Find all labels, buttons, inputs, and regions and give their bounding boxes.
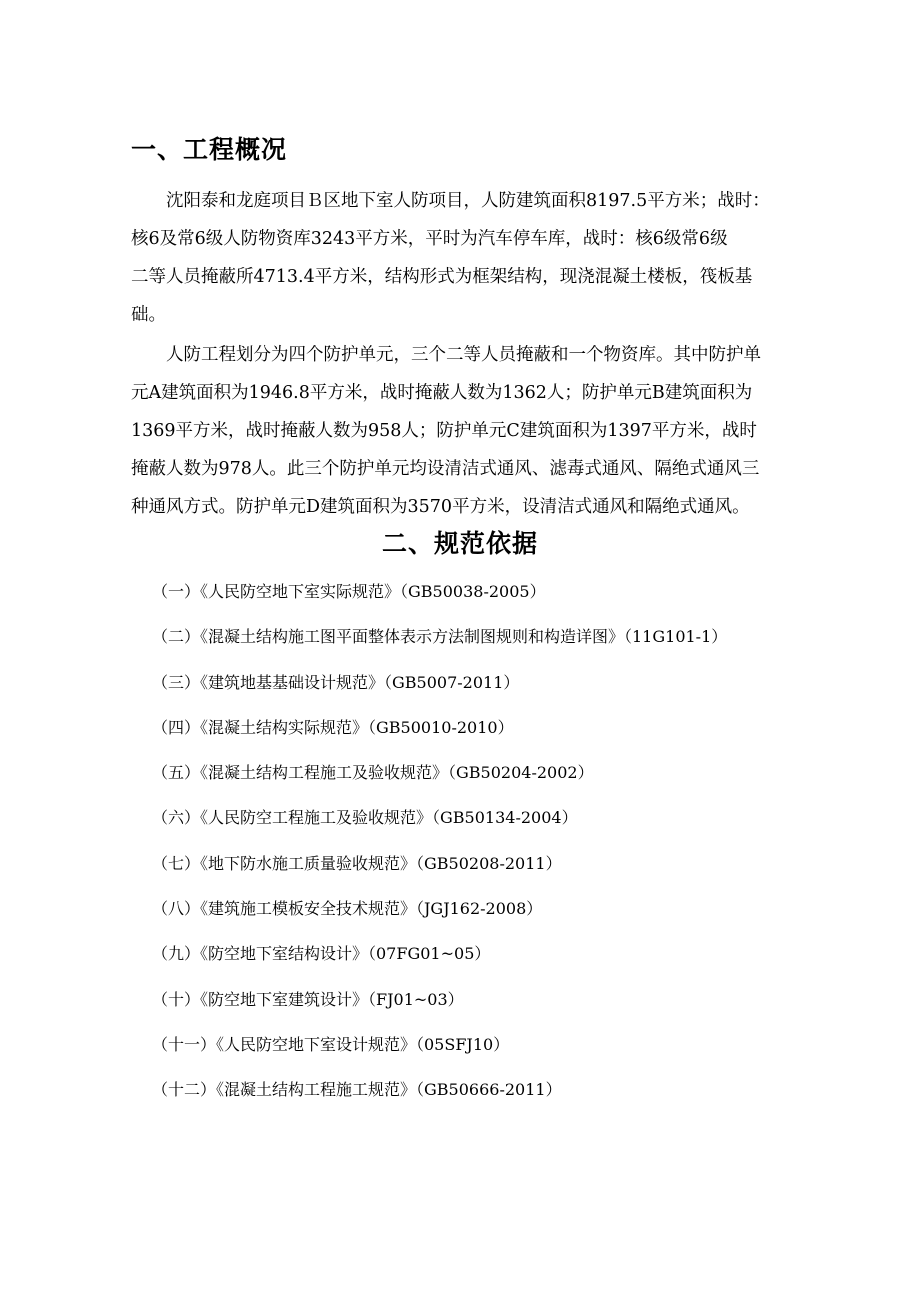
paragraph-line: 1369平方米，战时掩蔽人数为958人；防护单元C建筑面积为1397平方米，战时 bbox=[131, 421, 757, 441]
standard-item: （十一）《人民防空地下室设计规范》（05SFJ10） bbox=[152, 1034, 510, 1054]
standard-item: （四）《混凝土结构实际规范》（GB50010-2010） bbox=[152, 717, 514, 737]
standard-item: （九）《防空地下室结构设计》（07FG01~05） bbox=[152, 944, 491, 964]
overview-paragraph-1 bbox=[131, 182, 811, 334]
standards-list bbox=[152, 577, 852, 1121]
paragraph-line: 沈阳泰和龙庭项目Ｂ区地下室人防项目，人防建筑面积8197.5平方米；战时： bbox=[131, 191, 770, 211]
paragraph-line: 人防工程划分为四个防护单元，三个二等人员掩蔽和一个物资库。其中防护单 bbox=[131, 345, 761, 365]
overview-paragraph-2 bbox=[131, 336, 811, 526]
standard-item: （二）《混凝土结构施工图平面整体表示方法制图规则和构造详图》（11G101-1） bbox=[152, 627, 728, 647]
standard-item: （一）《人民防空地下室实际规范》（GB50038-2005） bbox=[152, 582, 546, 601]
paragraph-line: 二等人员掩蔽所4713.4平方米，结构形式为框架结构，现浇混凝土楼板，筏板基 bbox=[131, 267, 753, 287]
standard-item: （十）《防空地下室建筑设计》（FJ01~03） bbox=[152, 989, 464, 1009]
standard-item: （五）《混凝土结构工程施工及验收规范》（GB50204-2002） bbox=[152, 763, 594, 783]
section-heading-overview: 一、工程概况 bbox=[131, 135, 288, 164]
paragraph-line: 核6及常6级人防物资库3243平方米，平时为汽车停车库，战时：核6级常6级 bbox=[131, 229, 728, 249]
standard-item: （六）《人民防空工程施工及验收规范》（GB50134-2004） bbox=[152, 808, 578, 828]
paragraph-line: 种通风方式。防护单元D建筑面积为3570平方米，设清洁式通风和隔绝式通风。 bbox=[131, 497, 750, 517]
section-heading-standards: 二、规范依据 bbox=[381, 529, 538, 558]
paragraph-line: 掩蔽人数为978人。此三个防护单元均设清洁式通风、滤毒式通风、隔绝式通风三 bbox=[131, 459, 760, 479]
standard-item: （十二）《混凝土结构工程施工规范》（GB50666-2011） bbox=[152, 1080, 562, 1100]
paragraph-line: 础。 bbox=[131, 305, 166, 325]
standard-item: （三）《建筑地基基础设计规范》（GB5007-2011） bbox=[152, 672, 520, 692]
standard-item: （七）《地下防水施工质量验收规范》（GB50208-2011） bbox=[152, 853, 562, 873]
standard-item: （八）《建筑施工模板安全技术规范》（JGJ162-2008） bbox=[152, 899, 543, 919]
paragraph-line: 元A建筑面积为1946.8平方米，战时掩蔽人数为1362人；防护单元B建筑面积为 bbox=[131, 383, 753, 403]
